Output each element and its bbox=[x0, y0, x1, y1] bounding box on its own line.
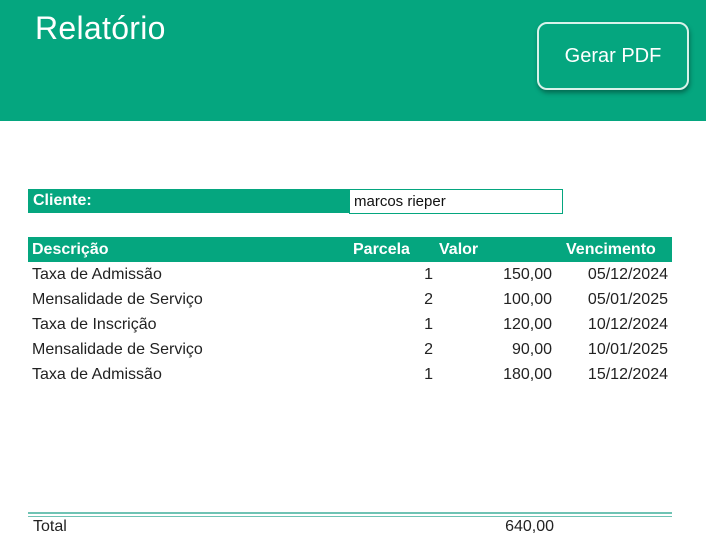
cell-valor: 100,00 bbox=[503, 291, 552, 308]
cell-parcela: 2 bbox=[424, 291, 433, 308]
cell-parcela: 1 bbox=[424, 266, 433, 283]
table-header bbox=[28, 237, 672, 262]
cell-parcela: 2 bbox=[424, 341, 433, 358]
column-header-descricao: Descrição bbox=[32, 241, 109, 258]
cell-descricao: Mensalidade de Serviço bbox=[32, 341, 203, 358]
total-value: 640,00 bbox=[505, 518, 554, 535]
column-header-vencimento: Vencimento bbox=[566, 241, 656, 258]
cell-vencimento: 15/12/2024 bbox=[587, 366, 668, 383]
table-row bbox=[28, 262, 672, 287]
table-row bbox=[28, 312, 672, 337]
column-header-parcela: Parcela bbox=[353, 241, 410, 258]
client-label: Cliente: bbox=[28, 189, 349, 213]
cell-valor: 150,00 bbox=[503, 266, 552, 283]
generate-pdf-button[interactable]: Gerar PDF bbox=[537, 22, 689, 90]
page-title: Relatório bbox=[35, 10, 166, 46]
cell-valor: 90,00 bbox=[511, 341, 552, 358]
report-header bbox=[0, 0, 706, 121]
client-input[interactable] bbox=[349, 189, 563, 214]
table-row bbox=[28, 337, 672, 362]
cell-parcela: 1 bbox=[424, 316, 433, 333]
cell-vencimento: 10/12/2024 bbox=[587, 316, 668, 333]
cell-vencimento: 05/12/2024 bbox=[587, 266, 668, 283]
cell-vencimento: 05/01/2025 bbox=[587, 291, 668, 308]
table-row bbox=[28, 287, 672, 312]
cell-vencimento: 10/01/2025 bbox=[587, 341, 668, 358]
total-label: Total bbox=[33, 518, 67, 535]
cell-valor: 120,00 bbox=[503, 316, 552, 333]
cell-valor: 180,00 bbox=[503, 366, 552, 383]
cell-descricao: Mensalidade de Serviço bbox=[32, 291, 203, 308]
cell-descricao: Taxa de Admissão bbox=[32, 366, 162, 383]
cell-descricao: Taxa de Admissão bbox=[32, 266, 162, 283]
total-divider-bottom bbox=[28, 516, 672, 517]
cell-descricao: Taxa de Inscrição bbox=[32, 316, 157, 333]
column-header-valor: Valor bbox=[439, 241, 479, 258]
total-divider-top bbox=[28, 512, 672, 514]
table-row bbox=[28, 362, 672, 387]
cell-parcela: 1 bbox=[424, 366, 433, 383]
